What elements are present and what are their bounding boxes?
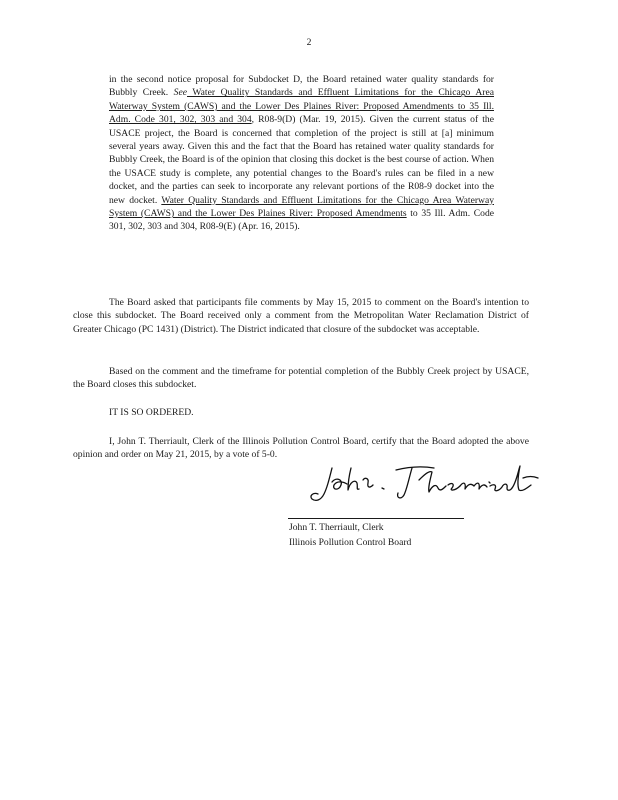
block-quote <box>109 73 494 234</box>
clerk-name: John T. Therriault, Clerk <box>289 522 384 533</box>
closure-paragraph: Based on the comment and the timeframe for potential completion of the Bubbly Creek project by USACE, the Board closes this subdocket. <box>73 366 529 391</box>
clerk-certification: I, John T. Therriault, Clerk of the Illinois Pollution Control Board, certify that the Board adopted the above opinion and order on May 21, 2015, by a vote of 5-0. <box>73 436 529 461</box>
quote-text-2: , R08-9(D) (Mar. 19, 2015). Given the current status of the USACE project, the Board is concerned that completion of the project is still at [a] minimum several years away. Given this and the fact that the Board has retained water quality standards for Bubbly Creek, the Board is of the opinion that closing this docket is the best course of action. When the USACE study is complete, any potential changes to the Board's rules can be filed in a new docket, and the parties can seek to incorporate any relevant portions of the R08-9 docket into the new docket. <box>109 114 494 206</box>
quote-text-3: to 35 Ill. Adm. Code 301, 302, 303 and 304, R08-9(E) (Apr. 16, 2015). <box>109 208 494 233</box>
comments-paragraph: The Board asked that participants file comments by May 15, 2015 to comment on the Board's intention to close this subdocket. The Board received only a comment from the Metropolitan Water Reclamation District of Greater Chicago (PC 1431) (District). The District indicated that closure of the subdocket was acceptable. <box>73 297 529 335</box>
case-citation-2: Water Quality Standards and Effluent Limitations for the Chicago Area Waterway System (CAWS) and the Lower Des Plaines River: Proposed Amendments <box>109 194 494 220</box>
page-number: 2 <box>306 37 312 48</box>
signature-line <box>288 518 464 519</box>
clerk-organization: Illinois Pollution Control Board <box>289 537 412 548</box>
case-citation-1: Water Quality Standards and Effluent Limitations for the Chicago Area Waterway System (CAWS) and the Lower Des Plaines River: Proposed Amendments to 35 Ill. Adm. Code 301, 302, 303 and 304 <box>109 87 494 126</box>
handwritten-signature <box>288 458 538 514</box>
ordered-statement: IT IS SO ORDERED. <box>109 407 194 418</box>
quote-text-1: in the second notice proposal for Subdocket D, the Board retained water quality standards for Bubbly Creek. <box>109 74 494 99</box>
see-signal: See <box>173 87 187 99</box>
